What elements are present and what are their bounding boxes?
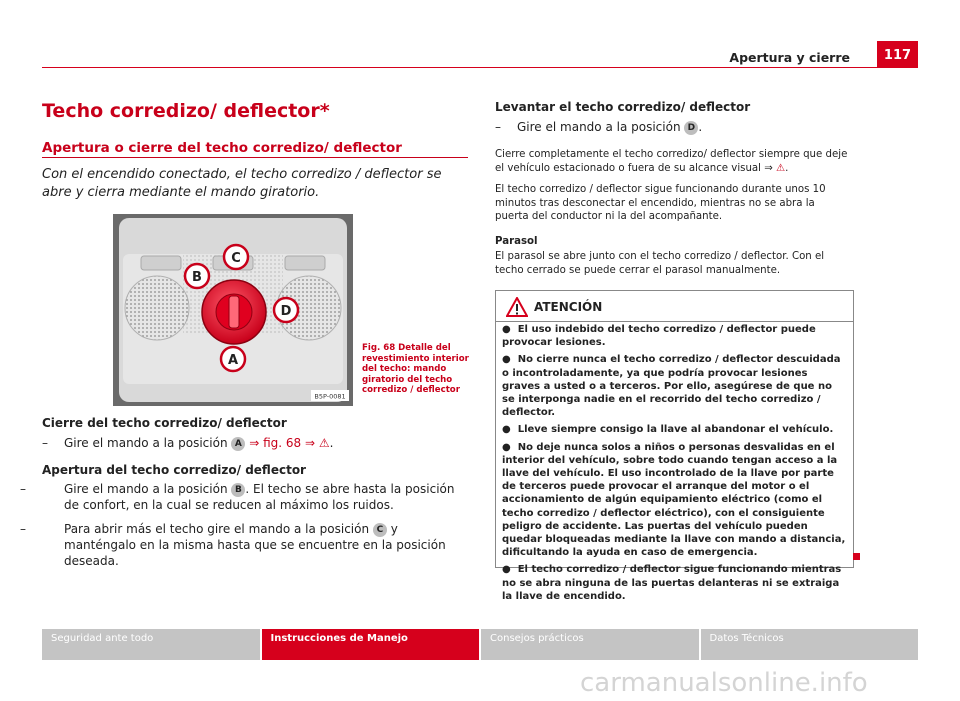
section-heading: Techo corredizo/ deflector* <box>42 100 330 122</box>
callout-A: A <box>227 353 239 368</box>
page-number: 117 <box>877 41 918 67</box>
callout-D: D <box>280 304 292 319</box>
footer-nav <box>42 629 918 660</box>
footer-tab-consejos[interactable]: Consejos prácticos <box>481 629 699 660</box>
apertura-title: Apertura del techo corredizo/ deflector <box>42 463 306 477</box>
footer-tab-instrucciones[interactable]: Instrucciones de Manejo <box>262 629 480 660</box>
callout-B: B <box>192 270 202 285</box>
footer-tab-seguridad[interactable]: Seguridad ante todo <box>42 629 260 660</box>
warning-box <box>495 290 854 602</box>
apertura-step-1: – Gire el mando a la posición B . El techo se abre hasta la posición de confort, en la cual se reducen al máximo los ruidos. <box>20 482 455 512</box>
parasol-title: Parasol <box>495 236 538 247</box>
paragraph-1: Cierre completamente el techo corredizo/ deflector siempre que deje el vehículo estacionado o fuera de su alcance visual ⇒ ⚠. <box>495 149 848 174</box>
figure-caption: Fig. 68 Detalle del revestimiento interior del techo: mando giratorio del techo corredizo / deflector <box>362 343 469 395</box>
intro-text: Con el encendido conectado, el techo corredizo / deflector se abre y cierra mediante el mando giratorio. <box>42 167 442 200</box>
figure-roof-control <box>113 214 353 406</box>
apertura-step-2: – Para abrir más el techo gire el mando a la posición C y manténgalo en la misma hasta que se encuentre en la posición deseada. <box>20 522 446 568</box>
section-end-marker <box>853 553 860 560</box>
warning-item: ● El techo corredizo / deflector sigue funcionando mientras no se abra ninguna de las puertas delanteras ni se extraiga la llave de encendido. <box>502 564 842 602</box>
running-header-title: Apertura y cierre <box>729 50 850 65</box>
paragraph-2: El techo corredizo / deflector sigue funcionando durante unos 10 minutos tras desconectar el encendido, mientras no se abra la puerta del conductor ni la del acompañante. <box>495 184 826 222</box>
warning-item: ● No deje nunca solos a niños o personas desvalidas en el interior del vehículo, sobre todo cuando tengan acceso a la llave del vehículo. El uso incontrolado de la llave por parte de terceros puede provocar el arranque del motor o el accionamiento de algún equipamiento eléctrico (como el techo corredizo / deflector eléctrico), con el consiguiente peligro de accidente. Las puertas del vehículo pueden quedar bloqueadas mediante la llave con mando a distancia, dificultando la ayuda en caso de emergencia. <box>502 441 846 559</box>
warning-list <box>502 323 848 607</box>
parasol-text: El parasol se abre junto con el techo corredizo / deflector. Con el techo cerrado se puede cerrar el parasol manualmente. <box>495 251 825 276</box>
warning-title: ATENCIÓN <box>534 300 603 314</box>
levantar-step: – Gire el mando a la posición D . <box>495 120 703 134</box>
header-rule <box>42 67 918 68</box>
watermark: carmanualsonline.info <box>580 668 868 698</box>
figure-code: B5P-0081 <box>314 392 346 401</box>
warning-item: ● Lleve siempre consigo la llave al abandonar el vehículo. <box>502 424 834 436</box>
warning-triangle-icon: ⚠ <box>776 162 786 174</box>
warning-triangle-icon <box>506 297 528 317</box>
warning-header <box>496 291 853 322</box>
footer-tab-datos[interactable]: Datos Técnicos <box>701 629 919 660</box>
subsection-heading: Apertura o cierre del techo corredizo/ deflector <box>42 140 402 156</box>
warning-triangle-icon: ⚠ <box>318 436 330 450</box>
warning-item: ● El uso indebido del techo corredizo / deflector puede provocar lesiones. <box>502 324 816 349</box>
cierre-step: – Gire el mando a la posición A ⇒ fig. 68 ⇒ ⚠. <box>42 436 334 450</box>
levantar-title: Levantar el techo corredizo/ deflector <box>495 100 751 114</box>
callout-C: C <box>231 251 241 266</box>
cierre-title: Cierre del techo corredizo/ deflector <box>42 416 287 430</box>
warning-item: ● No cierre nunca el techo corredizo / deflector descuidada o incontroladamente, ya que podría provocar lesiones graves a usted o a terceros. Por ello, asegúrese de que no se interponga nadie en el recorrido del techo corredizo / deflector. <box>502 354 841 419</box>
subsection-rule <box>42 157 468 158</box>
